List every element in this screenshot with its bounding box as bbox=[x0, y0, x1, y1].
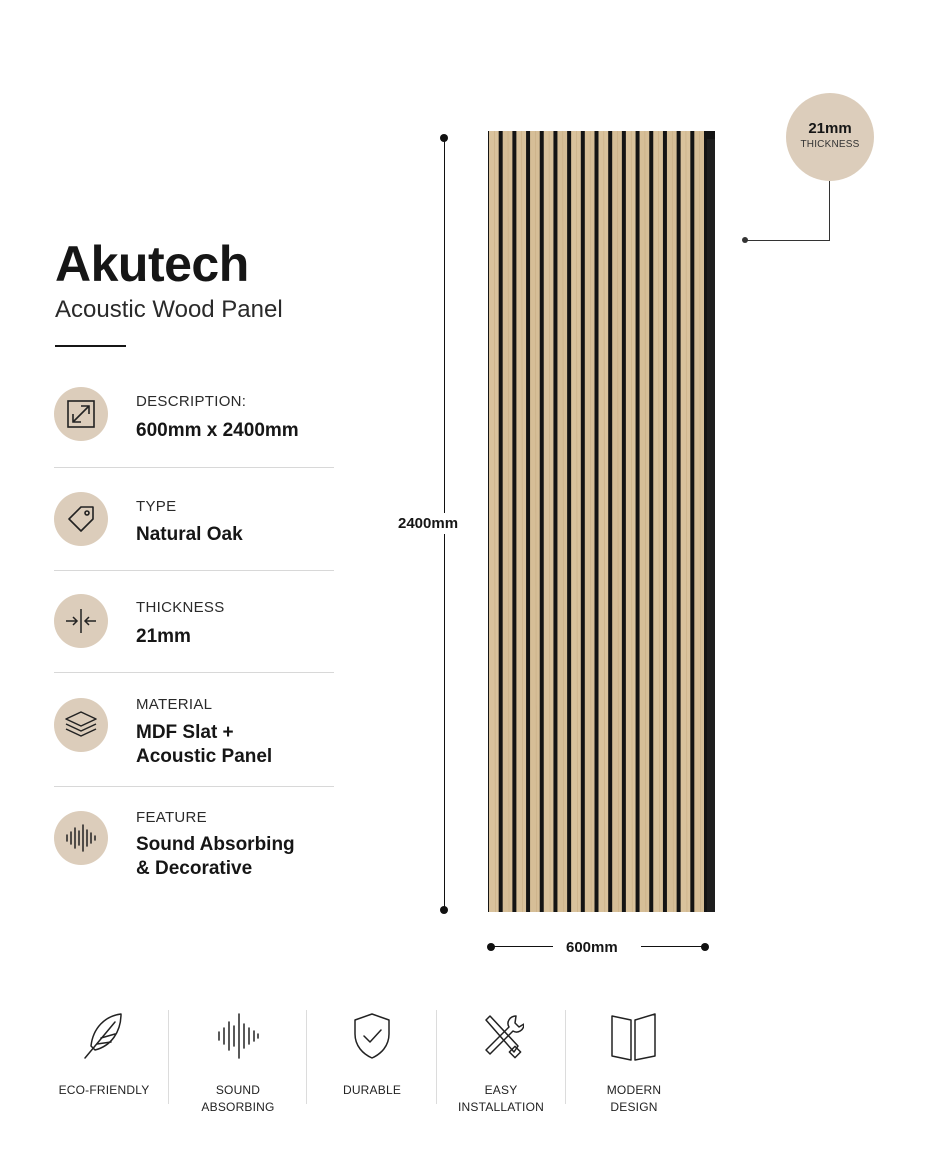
width-dimension-start bbox=[487, 943, 495, 951]
price-tag-icon bbox=[54, 492, 108, 546]
spec-divider bbox=[54, 467, 334, 468]
panel-side-edge bbox=[707, 139, 715, 912]
feature-label: EASY INSTALLATION bbox=[458, 1083, 544, 1114]
spec-label: MATERIAL bbox=[136, 696, 213, 713]
thickness-badge bbox=[786, 93, 874, 181]
wood-slat bbox=[503, 131, 513, 912]
spec-divider bbox=[54, 672, 334, 673]
wood-slat bbox=[612, 131, 622, 912]
height-dimension-end bbox=[440, 906, 448, 914]
product-subtitle: Acoustic Wood Panel bbox=[55, 296, 283, 323]
width-dimension-label: 600mm bbox=[566, 939, 618, 956]
wood-slat bbox=[653, 131, 663, 912]
wood-slat bbox=[544, 131, 554, 912]
wood-slat bbox=[557, 131, 567, 912]
wood-slat bbox=[489, 131, 499, 912]
feature-durable bbox=[316, 1010, 428, 1099]
sound-wave-icon bbox=[54, 811, 108, 865]
wood-slat bbox=[599, 131, 609, 912]
feature-label: MODERN DESIGN bbox=[606, 1083, 662, 1114]
thickness-badge-value: 21mm bbox=[808, 120, 852, 137]
resize-arrows-icon bbox=[54, 387, 108, 441]
wood-slat-panel-image bbox=[488, 131, 715, 912]
spec-value: 600mm x 2400mm bbox=[136, 420, 299, 441]
wood-slat bbox=[626, 131, 636, 912]
wood-slat bbox=[571, 131, 581, 912]
feature-separator bbox=[168, 1010, 169, 1104]
wood-slat bbox=[694, 131, 704, 912]
feature-label: ECO-FRIENDLY bbox=[58, 1083, 150, 1097]
width-dimension-line-right bbox=[641, 946, 705, 947]
wood-slat bbox=[667, 131, 677, 912]
wood-slat bbox=[516, 131, 526, 912]
spec-label: THICKNESS bbox=[136, 599, 225, 616]
spec-value: 21mm bbox=[136, 626, 191, 647]
spec-divider bbox=[54, 786, 334, 787]
sound-wave-icon bbox=[215, 1010, 261, 1062]
thickness-arrows-icon bbox=[54, 594, 108, 648]
badge-leader-dot bbox=[742, 237, 748, 243]
badge-leader-line bbox=[829, 181, 830, 241]
badge-leader-line bbox=[745, 240, 830, 241]
spec-value: MDF Slat + Acoustic Panel bbox=[136, 722, 273, 767]
thickness-badge-label: THICKNESS bbox=[800, 139, 860, 150]
feature-modern-design bbox=[578, 1010, 690, 1116]
product-title: Akutech bbox=[55, 236, 249, 292]
width-dimension-line-left bbox=[491, 946, 553, 947]
tools-icon bbox=[478, 1010, 524, 1062]
spec-value: Sound Absorbing & Decorative bbox=[136, 834, 295, 879]
feature-separator bbox=[565, 1010, 566, 1104]
feature-separator bbox=[436, 1010, 437, 1104]
wood-slat bbox=[530, 131, 540, 912]
feature-eco-friendly bbox=[45, 1010, 163, 1099]
spec-label: DESCRIPTION: bbox=[136, 393, 247, 410]
wood-slat bbox=[640, 131, 650, 912]
shield-check-icon bbox=[349, 1010, 395, 1062]
feature-label: DURABLE bbox=[342, 1083, 402, 1097]
spec-value: Natural Oak bbox=[136, 524, 243, 545]
panel-icon bbox=[609, 1010, 659, 1062]
feature-sound-absorbing bbox=[178, 1010, 298, 1116]
feature-separator bbox=[306, 1010, 307, 1104]
feature-label: SOUND ABSORBING bbox=[201, 1083, 275, 1114]
width-dimension-end bbox=[701, 943, 709, 951]
spec-label: TYPE bbox=[136, 498, 177, 515]
title-underline bbox=[55, 345, 126, 347]
spec-divider bbox=[54, 570, 334, 571]
feather-icon bbox=[81, 1010, 127, 1062]
wood-slat bbox=[681, 131, 691, 912]
layers-icon bbox=[54, 698, 108, 752]
feature-easy-installation bbox=[442, 1010, 560, 1116]
spec-label: FEATURE bbox=[136, 809, 207, 826]
height-dimension-label: 2400mm bbox=[398, 515, 459, 532]
wood-slat bbox=[585, 131, 595, 912]
